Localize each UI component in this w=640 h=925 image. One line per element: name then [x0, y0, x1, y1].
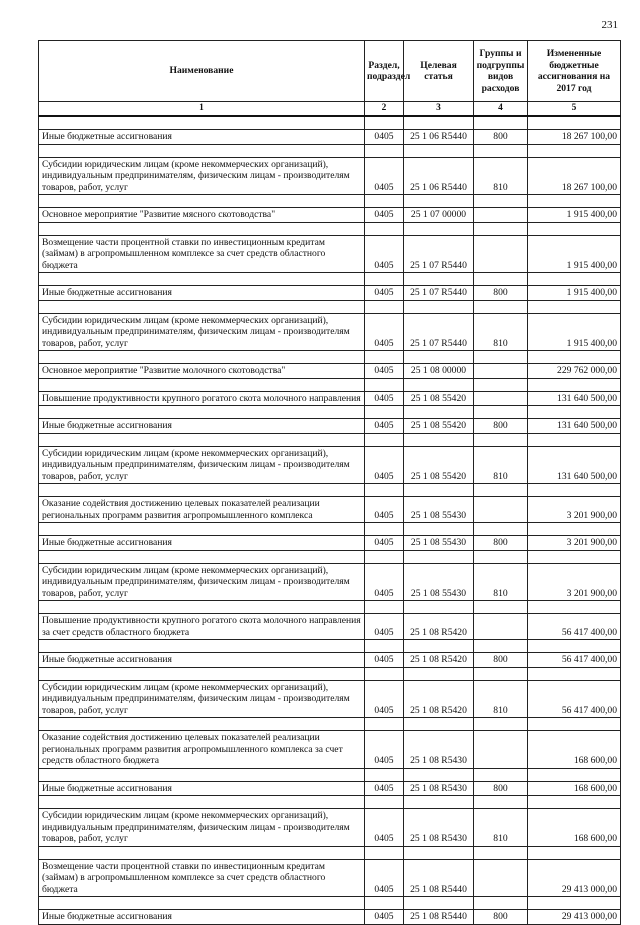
spacer-cell: [404, 116, 474, 130]
spacer-cell: [474, 484, 528, 497]
spacer-cell: [528, 484, 621, 497]
spacer-cell: [39, 195, 365, 208]
row-spacer: [39, 116, 621, 130]
table-row: [39, 910, 621, 925]
spacer-cell: [39, 601, 365, 614]
spacer-cell: [528, 116, 621, 130]
table-row: [39, 157, 621, 195]
row-spacer: [39, 768, 621, 781]
spacer-cell: [39, 273, 365, 286]
spacer-cell: [474, 351, 528, 364]
row-spacer: [39, 222, 621, 235]
spacer-cell: [528, 601, 621, 614]
spacer-cell: [404, 378, 474, 391]
cell-target: 25 1 08 55420: [404, 391, 474, 406]
spacer-cell: [404, 484, 474, 497]
cell-group: 810: [474, 446, 528, 484]
cell-target: 25 1 08 R5430: [404, 809, 474, 847]
cell-group: 800: [474, 653, 528, 668]
cell-amount: 1 915 400,00: [528, 208, 621, 223]
cell-name: Повышение продуктивности крупного рогатого скота молочного направления: [39, 391, 365, 406]
row-spacer: [39, 640, 621, 653]
spacer-cell: [365, 300, 404, 313]
cell-name: Оказание содействия достижению целевых показателей реализации региональных программ развития агропромышленного комплекса за счет средств областного бюджета: [39, 731, 365, 769]
cell-amount: 168 600,00: [528, 809, 621, 847]
spacer-cell: [365, 116, 404, 130]
table-row: [39, 446, 621, 484]
cell-section: 0405: [365, 614, 404, 640]
spacer-cell: [39, 406, 365, 419]
column-number: 4: [474, 102, 528, 117]
cell-amount: 29 413 000,00: [528, 910, 621, 925]
cell-target: 25 1 07 R5440: [404, 313, 474, 351]
page-number: 231: [601, 19, 618, 31]
cell-section: 0405: [365, 391, 404, 406]
spacer-cell: [39, 796, 365, 809]
cell-amount: 168 600,00: [528, 731, 621, 769]
cell-name: Субсидии юридическим лицам (кроме некоммерческих организаций), индивидуальным предпринимателям, физическим лицам - производителям товаров, работ, услуг: [39, 446, 365, 484]
spacer-cell: [39, 768, 365, 781]
spacer-cell: [474, 667, 528, 680]
cell-name: Иные бюджетные ассигнования: [39, 130, 365, 145]
cell-target: 25 1 07 R5440: [404, 235, 474, 273]
spacer-cell: [404, 351, 474, 364]
cell-name: Иные бюджетные ассигнования: [39, 910, 365, 925]
cell-name: Субсидии юридическим лицам (кроме некоммерческих организаций), индивидуальным предпринимателям, физическим лицам - производителям товаров, работ, услуг: [39, 563, 365, 601]
table-row: [39, 536, 621, 551]
spacer-cell: [528, 195, 621, 208]
spacer-cell: [474, 116, 528, 130]
spacer-cell: [474, 378, 528, 391]
cell-amount: 3 201 900,00: [528, 536, 621, 551]
cell-section: 0405: [365, 680, 404, 718]
column-number: 1: [39, 102, 365, 117]
cell-name: Субсидии юридическим лицам (кроме некоммерческих организаций), индивидуальным предпринимателям, физическим лицам - производителям товаров, работ, услуг: [39, 809, 365, 847]
table-row: [39, 130, 621, 145]
spacer-cell: [404, 667, 474, 680]
spacer-cell: [528, 718, 621, 731]
table-row: [39, 859, 621, 897]
row-spacer: [39, 433, 621, 446]
cell-group: 810: [474, 563, 528, 601]
row-spacer: [39, 523, 621, 536]
cell-section: 0405: [365, 364, 404, 379]
spacer-cell: [365, 222, 404, 235]
spacer-cell: [39, 484, 365, 497]
spacer-cell: [39, 351, 365, 364]
cell-name: Оказание содействия достижению целевых показателей реализации региональных программ развития агропромышленного комплекса: [39, 497, 365, 523]
spacer-cell: [39, 550, 365, 563]
spacer-cell: [39, 378, 365, 391]
spacer-cell: [404, 768, 474, 781]
cell-group: [474, 614, 528, 640]
table-row: [39, 497, 621, 523]
cell-name: Субсидии юридическим лицам (кроме некоммерческих организаций), индивидуальным предпринимателям, физическим лицам - производителям товаров, работ, услуг: [39, 313, 365, 351]
cell-amount: 131 640 500,00: [528, 446, 621, 484]
cell-name: Иные бюджетные ассигнования: [39, 653, 365, 668]
spacer-cell: [404, 144, 474, 157]
spacer-cell: [528, 796, 621, 809]
cell-section: 0405: [365, 419, 404, 434]
cell-group: 810: [474, 157, 528, 195]
cell-section: 0405: [365, 910, 404, 925]
cell-amount: 56 417 400,00: [528, 614, 621, 640]
row-spacer: [39, 484, 621, 497]
spacer-cell: [39, 897, 365, 910]
spacer-cell: [365, 433, 404, 446]
spacer-cell: [404, 195, 474, 208]
cell-section: 0405: [365, 286, 404, 301]
spacer-cell: [404, 550, 474, 563]
cell-section: 0405: [365, 563, 404, 601]
spacer-cell: [474, 300, 528, 313]
spacer-cell: [404, 406, 474, 419]
cell-target: 25 1 08 R5420: [404, 614, 474, 640]
row-spacer: [39, 718, 621, 731]
spacer-cell: [474, 718, 528, 731]
cell-amount: 1 915 400,00: [528, 235, 621, 273]
spacer-cell: [365, 273, 404, 286]
spacer-cell: [528, 273, 621, 286]
cell-group: 810: [474, 809, 528, 847]
row-spacer: [39, 846, 621, 859]
spacer-cell: [474, 406, 528, 419]
spacer-cell: [528, 351, 621, 364]
spacer-cell: [474, 550, 528, 563]
spacer-cell: [365, 640, 404, 653]
spacer-cell: [365, 351, 404, 364]
cell-target: 25 1 08 R5440: [404, 859, 474, 897]
header-name: Наименование: [39, 41, 365, 102]
cell-group: [474, 391, 528, 406]
column-number: 3: [404, 102, 474, 117]
table-row: [39, 563, 621, 601]
spacer-cell: [528, 406, 621, 419]
row-spacer: [39, 796, 621, 809]
row-spacer: [39, 897, 621, 910]
spacer-cell: [528, 144, 621, 157]
table-row: [39, 731, 621, 769]
table-row: [39, 286, 621, 301]
cell-target: 25 1 06 R5440: [404, 157, 474, 195]
spacer-cell: [404, 273, 474, 286]
spacer-cell: [404, 601, 474, 614]
cell-target: 25 1 08 55420: [404, 446, 474, 484]
cell-name: Повышение продуктивности крупного рогатого скота молочного направления за счет средств областного бюджета: [39, 614, 365, 640]
cell-name: Иные бюджетные ассигнования: [39, 419, 365, 434]
row-spacer: [39, 550, 621, 563]
spacer-cell: [528, 222, 621, 235]
spacer-cell: [528, 897, 621, 910]
spacer-cell: [474, 640, 528, 653]
table-body: [39, 116, 621, 924]
cell-target: 25 1 08 55420: [404, 419, 474, 434]
spacer-cell: [404, 523, 474, 536]
cell-group: [474, 497, 528, 523]
cell-group: [474, 731, 528, 769]
cell-group: [474, 208, 528, 223]
cell-target: 25 1 08 55430: [404, 563, 474, 601]
spacer-cell: [404, 222, 474, 235]
column-number: 2: [365, 102, 404, 117]
spacer-cell: [39, 523, 365, 536]
row-spacer: [39, 667, 621, 680]
spacer-cell: [474, 144, 528, 157]
cell-name: Иные бюджетные ассигнования: [39, 286, 365, 301]
cell-amount: 168 600,00: [528, 781, 621, 796]
spacer-cell: [528, 846, 621, 859]
cell-target: 25 1 08 R5420: [404, 653, 474, 668]
cell-target: 25 1 08 55430: [404, 497, 474, 523]
spacer-cell: [365, 378, 404, 391]
cell-target: 25 1 08 R5420: [404, 680, 474, 718]
table-row: [39, 653, 621, 668]
spacer-cell: [528, 640, 621, 653]
header-target: Целевая статья: [404, 41, 474, 102]
spacer-cell: [528, 768, 621, 781]
cell-amount: 3 201 900,00: [528, 563, 621, 601]
cell-section: 0405: [365, 446, 404, 484]
spacer-cell: [404, 897, 474, 910]
table-row: [39, 391, 621, 406]
header-groups: Группы и подгруппы видов расходов: [474, 41, 528, 102]
cell-section: 0405: [365, 781, 404, 796]
cell-group: 800: [474, 286, 528, 301]
spacer-cell: [365, 897, 404, 910]
column-number-row: [39, 102, 621, 117]
cell-amount: 131 640 500,00: [528, 391, 621, 406]
table-row: [39, 364, 621, 379]
table-row: [39, 419, 621, 434]
spacer-cell: [404, 433, 474, 446]
spacer-cell: [39, 846, 365, 859]
spacer-cell: [365, 195, 404, 208]
cell-section: 0405: [365, 130, 404, 145]
spacer-cell: [404, 640, 474, 653]
spacer-cell: [39, 144, 365, 157]
spacer-cell: [528, 523, 621, 536]
cell-name: Иные бюджетные ассигнования: [39, 536, 365, 551]
spacer-cell: [39, 116, 365, 130]
cell-amount: 1 915 400,00: [528, 313, 621, 351]
cell-section: 0405: [365, 497, 404, 523]
row-spacer: [39, 195, 621, 208]
cell-amount: 229 762 000,00: [528, 364, 621, 379]
cell-section: 0405: [365, 731, 404, 769]
cell-name: Возмещение части процентной ставки по инвестиционным кредитам (займам) в агропромышленном комплексе за счет средств областного бюджета: [39, 859, 365, 897]
header-changed: Измененные бюджетные ассигнования на 2017 год: [528, 41, 621, 102]
spacer-cell: [365, 667, 404, 680]
cell-section: 0405: [365, 859, 404, 897]
spacer-cell: [365, 550, 404, 563]
cell-group: 800: [474, 130, 528, 145]
cell-amount: 1 915 400,00: [528, 286, 621, 301]
spacer-cell: [474, 523, 528, 536]
spacer-cell: [474, 273, 528, 286]
spacer-cell: [365, 768, 404, 781]
spacer-cell: [528, 550, 621, 563]
spacer-cell: [404, 300, 474, 313]
cell-target: 25 1 08 55430: [404, 536, 474, 551]
spacer-cell: [365, 406, 404, 419]
table-row: [39, 208, 621, 223]
cell-amount: 18 267 100,00: [528, 157, 621, 195]
cell-target: 25 1 08 R5430: [404, 781, 474, 796]
spacer-cell: [474, 796, 528, 809]
header-row: [39, 41, 621, 102]
row-spacer: [39, 351, 621, 364]
cell-target: 25 1 07 R5440: [404, 286, 474, 301]
spacer-cell: [528, 433, 621, 446]
spacer-cell: [528, 300, 621, 313]
cell-section: 0405: [365, 653, 404, 668]
row-spacer: [39, 601, 621, 614]
table-row: [39, 235, 621, 273]
spacer-cell: [528, 378, 621, 391]
spacer-cell: [365, 718, 404, 731]
cell-target: 25 1 08 R5430: [404, 731, 474, 769]
cell-name: Основное мероприятие "Развитие молочного скотоводства": [39, 364, 365, 379]
spacer-cell: [39, 433, 365, 446]
cell-name: Иные бюджетные ассигнования: [39, 781, 365, 796]
table-row: [39, 809, 621, 847]
cell-name: Субсидии юридическим лицам (кроме некоммерческих организаций), индивидуальным предпринимателям, физическим лицам - производителям товаров, работ, услуг: [39, 157, 365, 195]
cell-group: 800: [474, 910, 528, 925]
cell-target: 25 1 06 R5440: [404, 130, 474, 145]
spacer-cell: [404, 846, 474, 859]
spacer-cell: [365, 523, 404, 536]
cell-amount: 3 201 900,00: [528, 497, 621, 523]
cell-name: Основное мероприятие "Развитие мясного скотоводства": [39, 208, 365, 223]
spacer-cell: [404, 718, 474, 731]
cell-amount: 29 413 000,00: [528, 859, 621, 897]
table-row: [39, 614, 621, 640]
spacer-cell: [474, 433, 528, 446]
row-spacer: [39, 406, 621, 419]
spacer-cell: [474, 846, 528, 859]
row-spacer: [39, 378, 621, 391]
cell-group: [474, 364, 528, 379]
cell-group: 810: [474, 313, 528, 351]
table-row: [39, 680, 621, 718]
spacer-cell: [365, 796, 404, 809]
spacer-cell: [474, 222, 528, 235]
cell-group: [474, 859, 528, 897]
cell-target: 25 1 08 00000: [404, 364, 474, 379]
column-number: 5: [528, 102, 621, 117]
table-row: [39, 313, 621, 351]
spacer-cell: [365, 601, 404, 614]
spacer-cell: [365, 484, 404, 497]
cell-section: 0405: [365, 313, 404, 351]
row-spacer: [39, 300, 621, 313]
spacer-cell: [474, 601, 528, 614]
spacer-cell: [474, 897, 528, 910]
cell-section: 0405: [365, 235, 404, 273]
cell-target: 25 1 07 00000: [404, 208, 474, 223]
cell-name: Субсидии юридическим лицам (кроме некоммерческих организаций), индивидуальным предпринимателям, физическим лицам - производителям товаров, работ, услуг: [39, 680, 365, 718]
cell-group: [474, 235, 528, 273]
cell-amount: 131 640 500,00: [528, 419, 621, 434]
cell-group: 800: [474, 781, 528, 796]
spacer-cell: [39, 718, 365, 731]
table-row: [39, 781, 621, 796]
budget-table: [38, 40, 621, 925]
spacer-cell: [404, 796, 474, 809]
header-section: Раздел, подраздел: [365, 41, 404, 102]
row-spacer: [39, 144, 621, 157]
cell-amount: 56 417 400,00: [528, 680, 621, 718]
cell-section: 0405: [365, 809, 404, 847]
cell-section: 0405: [365, 536, 404, 551]
spacer-cell: [39, 222, 365, 235]
cell-group: 800: [474, 536, 528, 551]
spacer-cell: [365, 144, 404, 157]
spacer-cell: [474, 195, 528, 208]
cell-name: Возмещение части процентной ставки по инвестиционным кредитам (займам) в агропромышленном комплексе за счет средств областного бюджета: [39, 235, 365, 273]
spacer-cell: [39, 300, 365, 313]
spacer-cell: [528, 667, 621, 680]
cell-section: 0405: [365, 157, 404, 195]
cell-section: 0405: [365, 208, 404, 223]
spacer-cell: [365, 846, 404, 859]
cell-amount: 56 417 400,00: [528, 653, 621, 668]
spacer-cell: [474, 768, 528, 781]
spacer-cell: [39, 640, 365, 653]
cell-group: 810: [474, 680, 528, 718]
cell-target: 25 1 08 R5440: [404, 910, 474, 925]
cell-group: 800: [474, 419, 528, 434]
row-spacer: [39, 273, 621, 286]
cell-amount: 18 267 100,00: [528, 130, 621, 145]
spacer-cell: [39, 667, 365, 680]
